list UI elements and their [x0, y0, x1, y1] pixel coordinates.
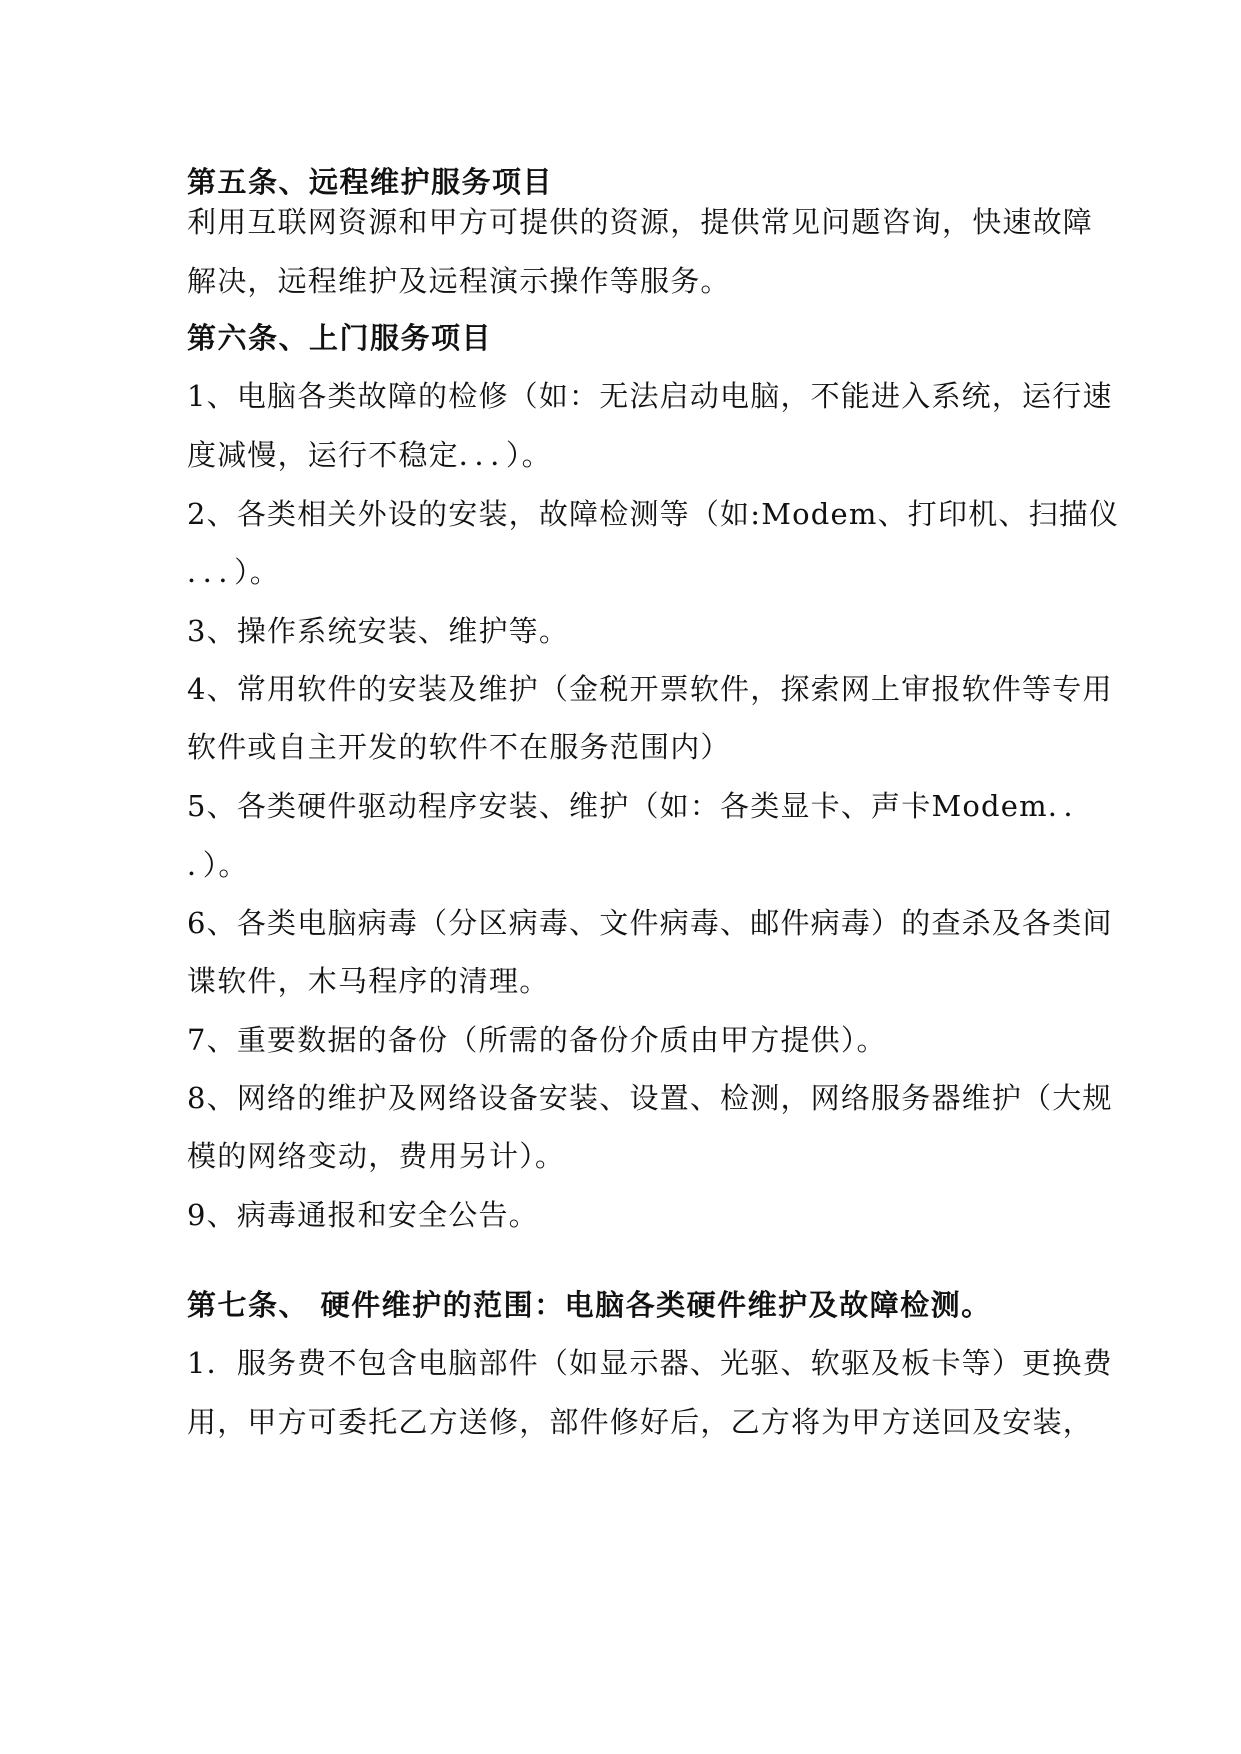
article-6-item-1-line-1: 1、电脑各类故障的检修（如：无法启动电脑，不能进入系统，运行速 [187, 379, 1113, 413]
article-6-item-1-line-2: 度减慢，运行不稳定．．．）。 [187, 438, 552, 472]
article-6-item-2-line-2: ．．．）。 [187, 555, 281, 589]
article-6-item-4-line-1: 4、常用软件的安装及维护（金税开票软件，探索网上审报软件等专用 [187, 672, 1113, 706]
article-6-item-2-line-1: 2、各类相关外设的安装，故障检测等（如:Modem、打印机、扫描仪 [187, 497, 1120, 531]
article-6-item-7: 7、重要数据的备份（所需的备份介质由甲方提供）。 [187, 1023, 887, 1057]
article-5-text-line-1: 利用互联网资源和甲方可提供的资源，提供常见问题咨询，快速故障 [187, 205, 1094, 239]
article-6-item-6-line-2: 谍软件，木马程序的清理。 [187, 964, 550, 998]
article-5-text-line-2: 解决，远程维护及远程演示操作等服务。 [187, 264, 731, 298]
article-6-item-5-line-2: ．）。 [187, 848, 249, 882]
article-7-text-line-2: 用，甲方可委托乙方送修，部件修好后，乙方将为甲方送回及安装， [187, 1405, 1094, 1439]
article-6-item-8-line-1: 8、网络的维护及网络设备安装、设置、检测，网络服务器维护（大规 [187, 1081, 1113, 1115]
article-6-item-6-line-1: 6、各类电脑病毒（分区病毒、文件病毒、邮件病毒）的查杀及各类间 [187, 906, 1113, 940]
article-7-heading: 第七条、 硬件维护的范围：电脑各类硬件维护及故障检测。 [187, 1288, 992, 1322]
article-6-item-5-line-1: 5、各类硬件驱动程序安装、维护（如：各类显卡、声卡Modem．． [187, 789, 1094, 823]
article-7-text-line-1: 1．服务费不包含电脑部件（如显示器、光驱、软驱及板卡等）更换费 [187, 1346, 1113, 1380]
article-5-heading: 第五条、远程维护服务项目 [187, 165, 554, 199]
article-6-item-4-line-2: 软件或自主开发的软件不在服务范围内） [187, 730, 731, 764]
article-6-item-3: 3、操作系统安装、维护等。 [187, 614, 570, 648]
article-6-item-9: 9、病毒通报和安全公告。 [187, 1198, 539, 1232]
article-6-heading: 第六条、上门服务项目 [187, 321, 493, 355]
article-6-item-8-line-2: 模的网络变动，费用另计）。 [187, 1139, 566, 1173]
